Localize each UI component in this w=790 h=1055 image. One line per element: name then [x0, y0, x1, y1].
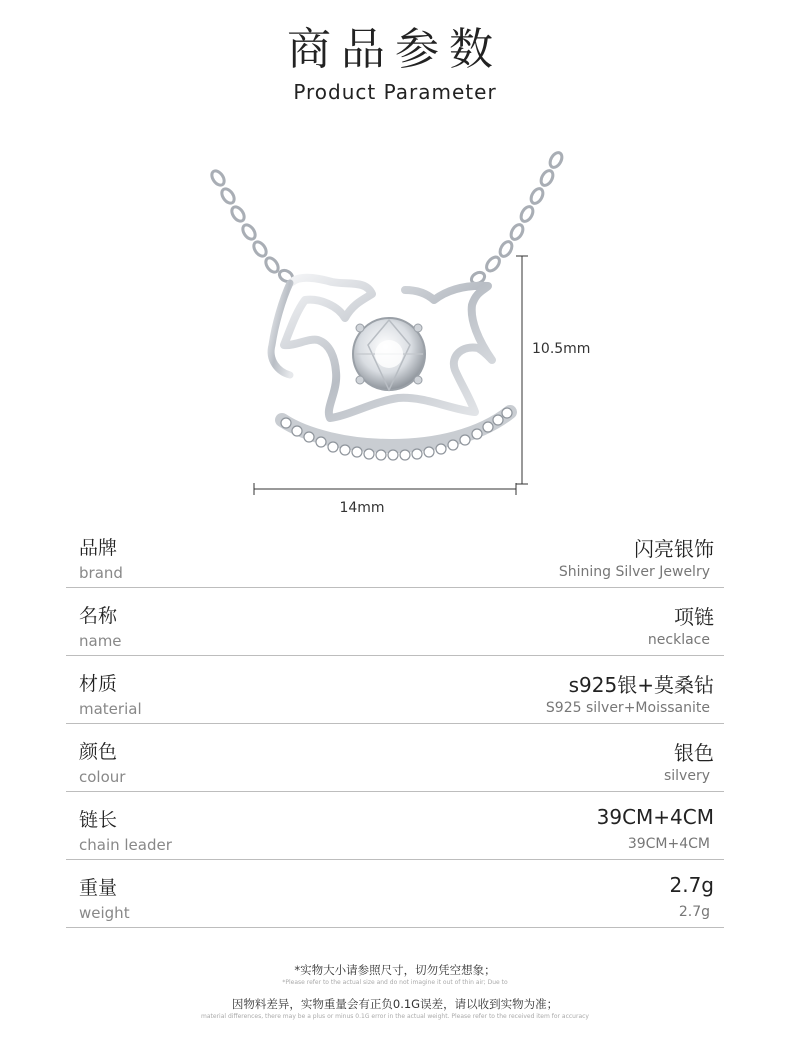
rocker-base — [281, 408, 512, 460]
spec-value-en: silvery — [663, 768, 710, 784]
spec-row-name — [66, 588, 724, 656]
spec-key-cn: 名称 — [79, 605, 118, 627]
note-line1-en: *Please refer to the actual size and do not imagine it out of thin air; Due to — [282, 979, 508, 986]
chain-right — [469, 151, 564, 286]
height-label: 10.5mm — [532, 341, 591, 357]
spec-value-en: 39CM+4CM — [627, 836, 710, 852]
note-line1-cn: *实物大小请参照尺寸，切勿凭空想象； — [294, 963, 496, 977]
spec-row-colour — [66, 724, 724, 792]
spec-value-cn: 39CM+4CM — [596, 805, 714, 829]
page-header — [0, 22, 790, 104]
spec-key-cn: 品牌 — [79, 537, 118, 559]
spec-key-en: colour — [79, 768, 126, 786]
chain-left — [209, 169, 294, 284]
spec-key-en: brand — [79, 564, 123, 582]
moissanite-stone — [353, 318, 425, 390]
spec-key-cn: 颜色 — [79, 741, 118, 763]
spec-value-en: necklace — [647, 632, 710, 648]
width-dimension-line — [254, 483, 516, 495]
spec-row-material — [66, 656, 724, 724]
spec-value-cn: s925银+莫桑钻 — [568, 673, 714, 697]
spec-value-cn: 2.7g — [669, 873, 714, 897]
spec-key-cn: 链长 — [79, 809, 118, 831]
width-label: 14mm — [339, 500, 385, 516]
spec-row-brand — [66, 520, 724, 588]
spec-key-cn: 重量 — [79, 877, 118, 899]
spec-key-en: chain leader — [79, 836, 172, 854]
spec-key-en: material — [79, 700, 142, 718]
footnotes — [0, 962, 790, 1030]
spec-value-cn: 项链 — [674, 605, 714, 629]
spec-value-cn: 银色 — [674, 741, 714, 765]
necklace-illustration — [0, 130, 790, 530]
height-dimension-line — [516, 256, 528, 484]
spec-row-chain-length — [66, 792, 724, 860]
spec-key-en: weight — [79, 904, 130, 922]
spec-value-en: 2.7g — [678, 904, 710, 920]
page-subtitle: Product Parameter — [293, 80, 497, 104]
page-title: 商品参数 — [287, 24, 503, 75]
product-figure — [0, 130, 790, 530]
spec-value-cn: 闪亮银饰 — [634, 537, 714, 561]
spec-value-en: S925 silver+Moissanite — [545, 700, 710, 716]
note-line2-cn: 因物料差异，实物重量会有正负0.1G误差，请以收到实物为准； — [231, 997, 559, 1011]
spec-value-en: Shining Silver Jewelry — [558, 564, 710, 580]
spec-key-en: name — [79, 632, 122, 650]
note-line2-en: material differences, there may be a plus or minus 0.1G error in the actual weight. Please refer to the received item for accuracy — [201, 1013, 589, 1020]
spec-key-cn: 材质 — [79, 673, 118, 695]
spec-row-weight — [66, 860, 724, 928]
spec-table — [66, 520, 724, 928]
